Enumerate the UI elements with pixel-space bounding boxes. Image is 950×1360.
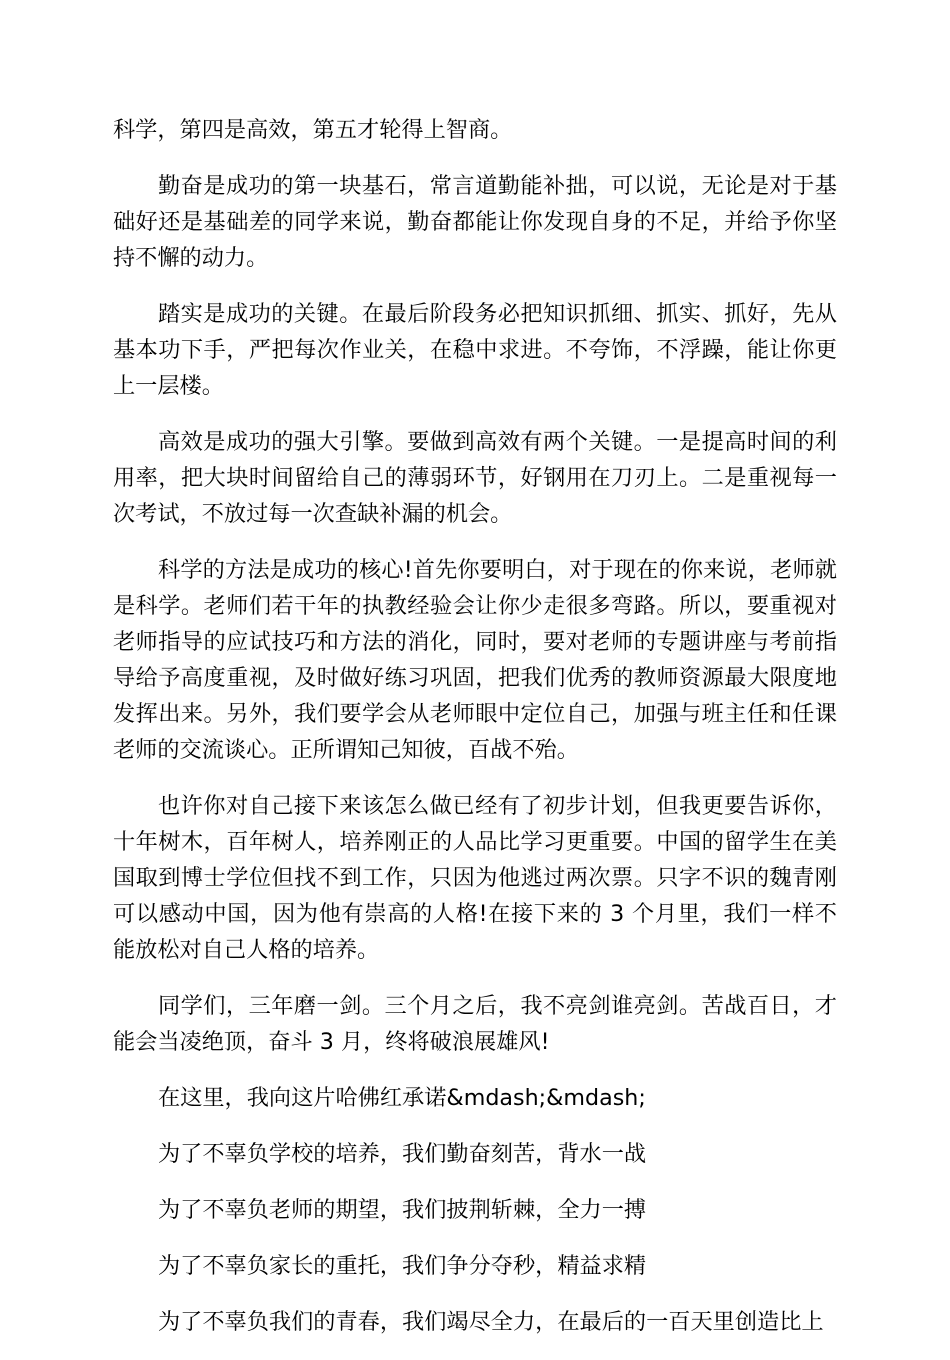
paragraph-12: 为了不辜负我们的青春，我们竭尽全力，在最后的一百天里创造比上 xyxy=(158,1309,824,1335)
paragraph-8: 在这里，我向这片哈佛红承诺&mdash;&mdash; xyxy=(158,1085,646,1111)
paragraph-7: 同学们，三年磨一剑。三个月之后，我不亮剑谁亮剑。苦战百日，才能会当凌绝顶，奋斗 3 月，终将破浪展雄风! xyxy=(113,993,837,1055)
paragraph-1: 科学，第四是高效，第五才轮得上智商。 xyxy=(113,117,513,143)
paragraph-10: 为了不辜负老师的期望，我们披荆斩棘，全力一搏 xyxy=(158,1197,647,1223)
document-body xyxy=(113,112,837,1360)
paragraph-6: 也许你对自己接下来该怎么做已经有了初步计划，但我更要告诉你，十年树木，百年树人，培养刚正的人品比学习更重要。中国的留学生在美国取到博士学位但找不到工作，只因为他逃过两次票。只字不识的魏青刚可以感动中国，因为他有崇高的人格!在接下来的 3 个月里，我们一样不能放松对自己人格的培养。 xyxy=(113,793,837,963)
paragraph-3: 踏实是成功的关键。在最后阶段务必把知识抓细、抓实、抓好，先从基本功下手，严把每次作业关，在稳中求进。不夸饰，不浮躁，能让你更上一层楼。 xyxy=(113,301,837,399)
paragraph-2: 勤奋是成功的第一块基石，常言道勤能补拙，可以说，无论是对于基础好还是基础差的同学来说，勤奋都能让你发现自身的不足，并给予你坚持不懈的动力。 xyxy=(113,173,837,271)
paragraph-5: 科学的方法是成功的核心!首先你要明白，对于现在的你来说，老师就是科学。老师们若干年的执教经验会让你少走很多弯路。所以，要重视对老师指导的应试技巧和方法的消化，同时，要对老师的专题讲座与考前指导给予高度重视，及时做好练习巩固，把我们优秀的教师资源最大限度地发挥出来。另外，我们要学会从老师眼中定位自己，加强与班主任和任课老师的交流谈心。正所谓知己知彼，百战不殆。 xyxy=(113,557,837,763)
paragraph-4: 高效是成功的强大引擎。要做到高效有两个关键。一是提高时间的利用率，把大块时间留给自己的薄弱环节，好钢用在刀刃上。二是重视每一次考试，不放过每一次查缺补漏的机会。 xyxy=(113,429,837,527)
paragraph-9: 为了不辜负学校的培养，我们勤奋刻苦，背水一战 xyxy=(158,1141,647,1167)
paragraph-11: 为了不辜负家长的重托，我们争分夺秒，精益求精 xyxy=(158,1253,647,1279)
